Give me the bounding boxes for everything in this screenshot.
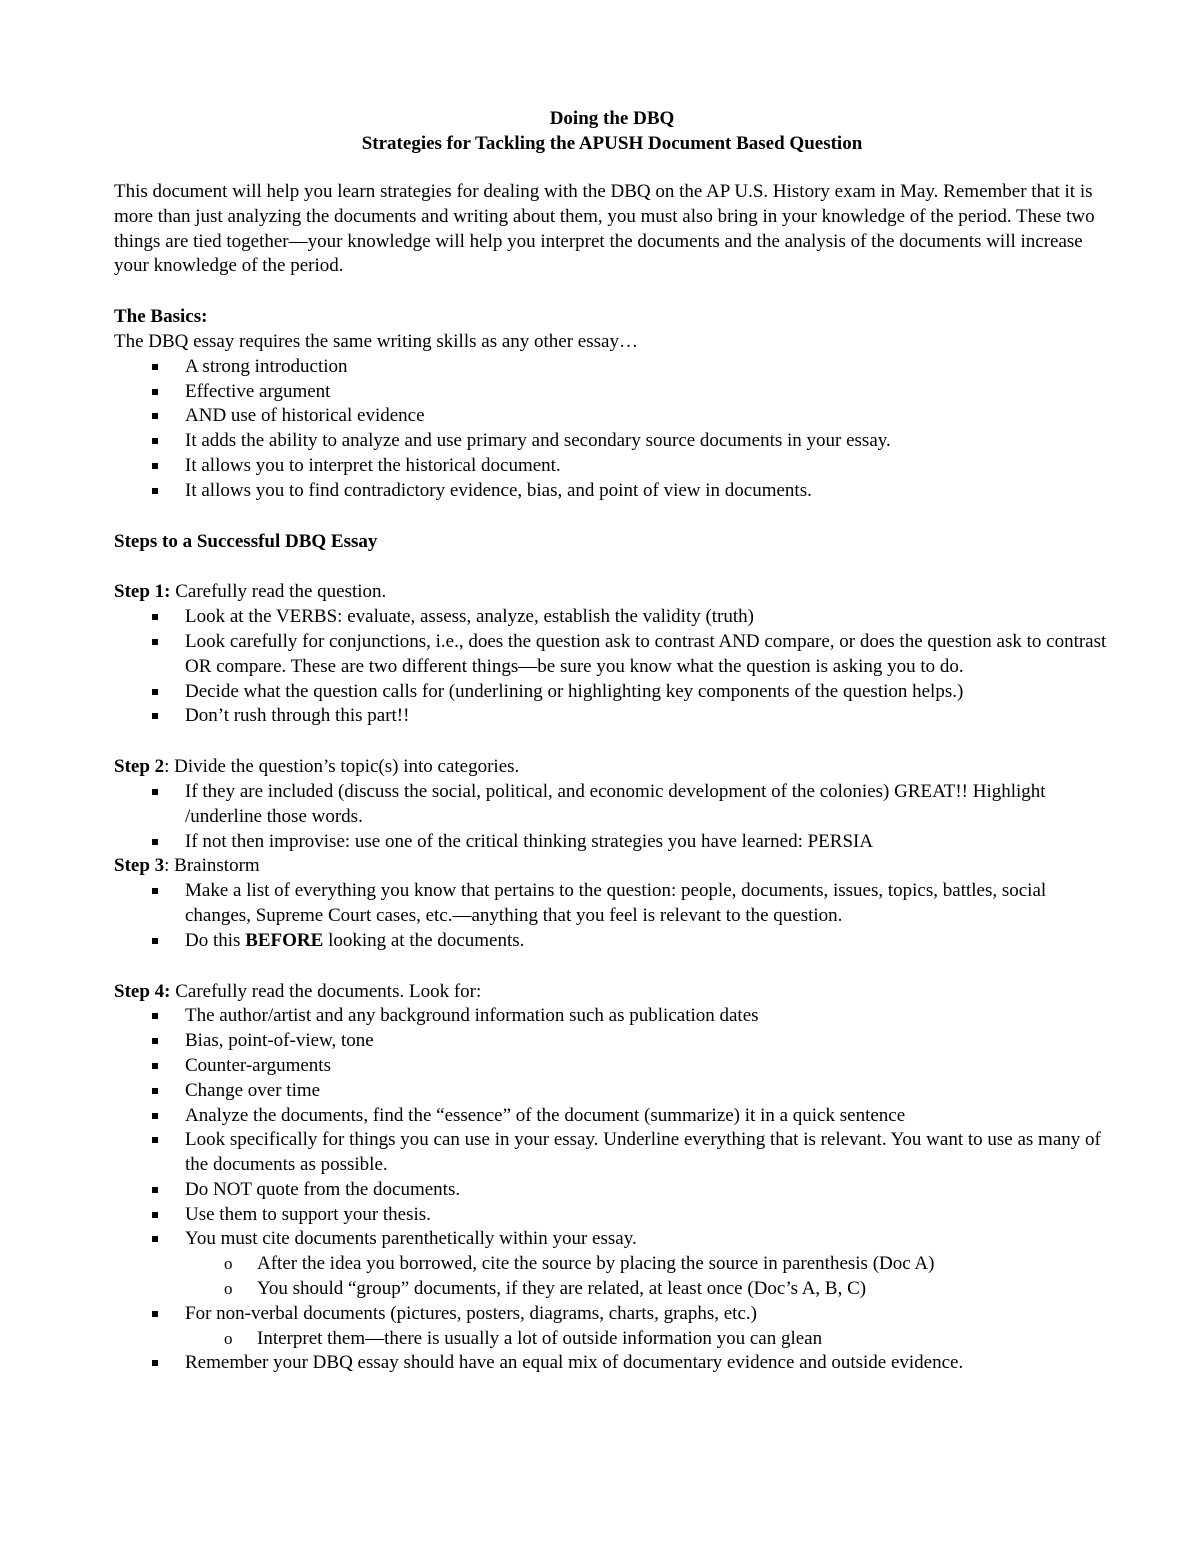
bullet-icon [152, 938, 158, 944]
list-item: Make a list of everything you know that pertains to the question: people, documents, issues, topics, battles, social changes, Supreme Court cases, etc.—anything that you feel is relevant to the question. [185, 879, 1110, 929]
list-item: Do NOT quote from the documents. [185, 1178, 1110, 1203]
steps-heading: Steps to a Successful DBQ Essay [114, 530, 378, 552]
list-item: Counter-arguments [185, 1054, 1110, 1079]
bullet-icon [152, 614, 158, 620]
bullet-icon [152, 1113, 158, 1119]
bullet-icon [152, 488, 158, 494]
list-item: Decide what the question calls for (underlining or highlighting key components of the question helps.) [185, 680, 1110, 705]
bullet-icon [152, 1137, 158, 1143]
bullet-icon [152, 1013, 158, 1019]
bullet-icon [152, 1088, 158, 1094]
step1-list [114, 605, 1110, 729]
bullet-icon [152, 639, 158, 645]
list-item: Use them to support your thesis. [185, 1203, 1110, 1228]
cite-sublist [185, 1252, 1110, 1302]
step1-label: Step 1: [114, 581, 171, 603]
bullet-icon [152, 1187, 158, 1193]
list-item: A strong introduction [185, 355, 1110, 380]
step3-line [114, 854, 1110, 879]
step3-list [114, 879, 1110, 953]
step2-line [114, 755, 1110, 780]
list-item: If not then improvise: use one of the critical thinking strategies you have learned: PERSIA [185, 830, 1110, 855]
sub-list-item: o Interpret them—there is usually a lot of outside information you can glean [257, 1327, 1110, 1352]
bullet-icon [152, 1038, 158, 1044]
list-item: You must cite documents parenthetically within your essay. o After the idea you borrowed, cite the source by placing the source in parenthesis (Doc A) o You should “group” documents, if they are related, at least once (Doc’s A, B, C) [185, 1227, 1110, 1301]
bullet-icon [152, 789, 158, 795]
list-item: Change over time [185, 1079, 1110, 1104]
document-title: Doing the DBQ [549, 108, 675, 129]
bullet-icon [152, 1063, 158, 1069]
bullet-icon [152, 463, 158, 469]
step3-text: : Brainstorm [164, 855, 260, 877]
bullet-icon [152, 1360, 158, 1366]
list-item: Remember your DBQ essay should have an equal mix of documentary evidence and outside evidence. [185, 1351, 1110, 1376]
basics-lead: The DBQ essay requires the same writing skills as any other essay… [114, 330, 638, 352]
list-item: Look specifically for things you can use in your essay. Underline everything that is relevant. You want to use as many of the documents as possible. [185, 1128, 1110, 1178]
bullet-icon [152, 389, 158, 395]
list-item: It adds the ability to analyze and use primary and secondary source documents in your essay. [185, 429, 1110, 454]
list-item: AND use of historical evidence [185, 404, 1110, 429]
step4-text: Carefully read the documents. Look for: [170, 980, 482, 1002]
bullet-icon [152, 1311, 158, 1317]
sub-list-item: o You should “group” documents, if they are related, at least once (Doc’s A, B, C) [257, 1277, 1110, 1302]
nonverbal-sublist [185, 1327, 1110, 1352]
bullet-icon [152, 413, 158, 419]
document-subtitle: Strategies for Tackling the APUSH Document Based Question [361, 133, 863, 154]
list-item: Look carefully for conjunctions, i.e., does the question ask to contrast AND compare, or does the question ask to contrast OR compare. These are two different things—be sure you know what the question is asking you to do. [185, 630, 1110, 680]
list-item: It allows you to interpret the historical document. [185, 454, 1110, 479]
step1-text: Carefully read the question. [170, 581, 387, 603]
bullet-icon [152, 839, 158, 845]
step4-label: Step 4: [114, 980, 171, 1002]
list-item: Analyze the documents, find the “essence” of the document (summarize) it in a quick sentence [185, 1104, 1110, 1129]
basics-heading: The Basics: [114, 306, 208, 328]
step2-text: : Divide the question’s topic(s) into categories. [164, 756, 520, 778]
sub-list-item: o After the idea you borrowed, cite the source by placing the source in parenthesis (Doc A) [257, 1252, 1110, 1277]
bullet-icon [152, 1236, 158, 1242]
bullet-icon [152, 888, 158, 894]
step1-line [114, 580, 1110, 605]
list-item: Effective argument [185, 380, 1110, 405]
basics-list [114, 355, 1110, 504]
list-item: It allows you to find contradictory evidence, bias, and point of view in documents. [185, 479, 1110, 504]
bullet-icon [152, 713, 158, 719]
bullet-icon [152, 1212, 158, 1218]
step3-label: Step 3 [114, 855, 165, 877]
circle-bullet-icon: o [224, 1254, 233, 1274]
step4-line [114, 980, 1110, 1005]
bullet-icon [152, 438, 158, 444]
step2-list [114, 780, 1110, 854]
list-item: Look at the VERBS: evaluate, assess, analyze, establish the validity (truth) [185, 605, 1110, 630]
list-item: If they are included (discuss the social, political, and economic development of the colonies) GREAT!! Highlight /underline those words. [185, 780, 1110, 830]
bullet-icon [152, 689, 158, 695]
list-item: Don’t rush through this part!! [185, 704, 1110, 729]
document-page [114, 106, 1110, 1376]
circle-bullet-icon: o [224, 1279, 233, 1299]
step4-list [114, 1004, 1110, 1376]
bullet-icon [152, 364, 158, 370]
list-item: The author/artist and any background information such as publication dates [185, 1004, 1110, 1029]
list-item: Do this BEFORE looking at the documents. [185, 929, 1110, 954]
list-item: For non-verbal documents (pictures, posters, diagrams, charts, graphs, etc.) o Interpret them—there is usually a lot of outside information you can glean [185, 1302, 1110, 1352]
intro-paragraph: This document will help you learn strategies for dealing with the DBQ on the AP U.S. History exam in May. Remember that it is more than just analyzing the documents and writing about them, you must also bring in your knowledge of the period. These two things are tied together—your knowledge will help you interpret the documents and the analysis of the documents will increase your knowledge of the period. [114, 181, 1095, 277]
step2-label: Step 2 [114, 756, 165, 778]
list-item: Bias, point-of-view, tone [185, 1029, 1110, 1054]
circle-bullet-icon: o [224, 1328, 233, 1348]
